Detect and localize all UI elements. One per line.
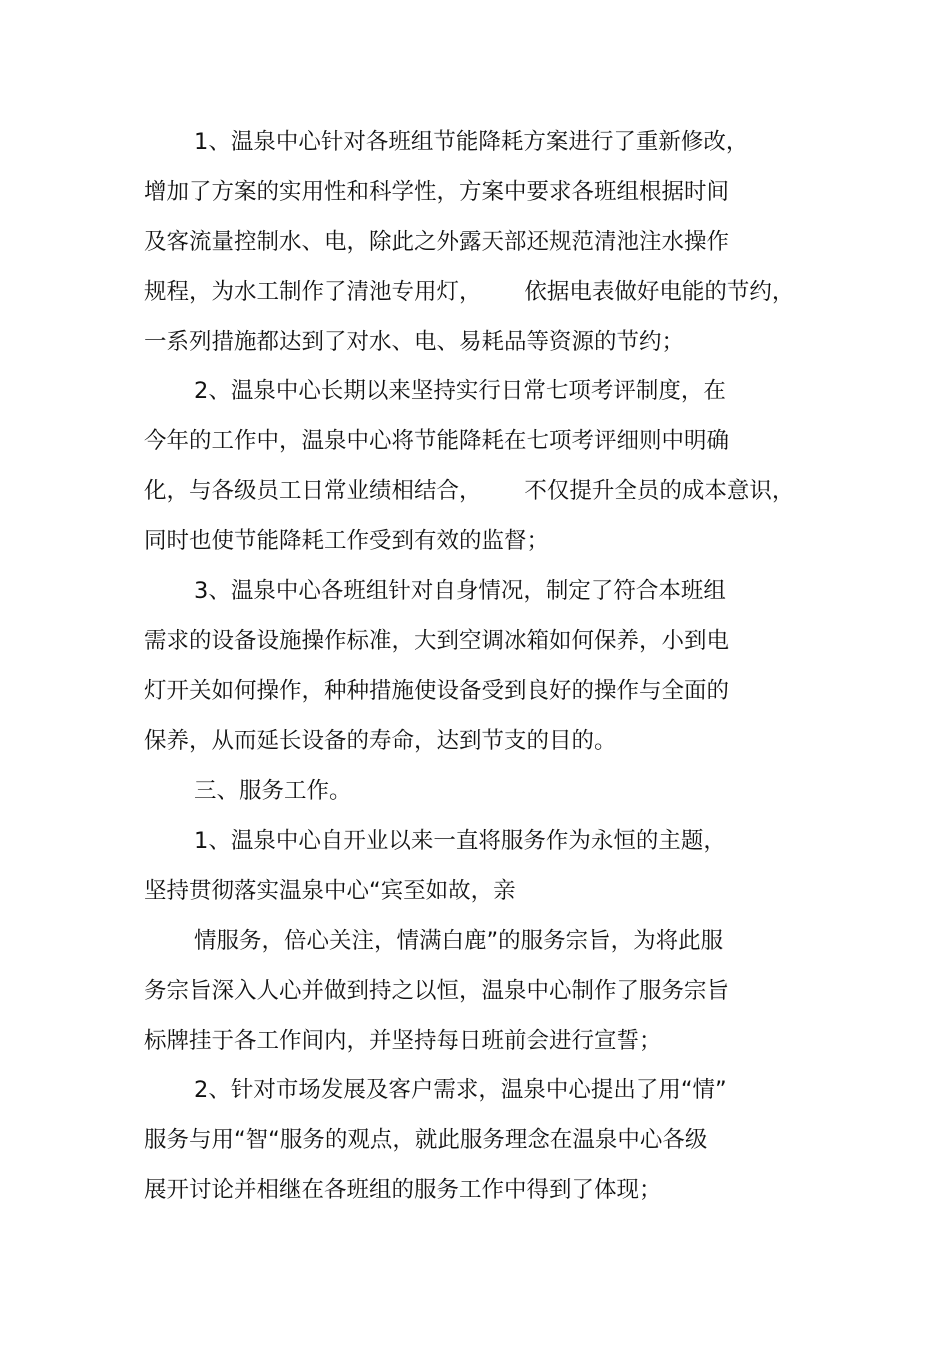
paragraph-item-2-line-1: 2、温泉中心长期以来坚持实行日常七项考评制度，在 — [194, 378, 726, 404]
paragraph-item-1-line-2: 增加了方案的实用性和科学性，方案中要求各班组根据时间 — [144, 179, 730, 205]
paragraph-item-3-line-4: 保养，从而延长设备的寿命，达到节支的目的。 — [144, 728, 617, 754]
paragraph-item-1-line-1: 1、温泉中心针对各班组节能降耗方案进行了重新修改， — [194, 129, 749, 155]
section-heading-service: 三、服务工作。 — [194, 778, 352, 804]
service-item-1-line-4: 务宗旨深入人心并做到持之以恒，温泉中心制作了服务宗旨 — [144, 978, 730, 1004]
service-item-1-line-1: 1、温泉中心自开业以来一直将服务作为永恒的主题， — [194, 828, 726, 854]
paragraph-item-1-line-3: 及客流量控制水、电，除此之外露天部还规范清池注水操作 — [144, 229, 730, 255]
paragraph-item-3-line-3: 灯开关如何操作，种种措施使设备受到良好的操作与全面的 — [144, 678, 730, 704]
paragraph-item-1-line-4: 规程，为水工制作了清池专用灯， 依据电表做好电能的节约， — [144, 279, 795, 305]
paragraph-item-2-line-4: 同时也使节能降耗工作受到有效的监督； — [144, 528, 550, 554]
paragraph-item-3-line-2: 需求的设备设施操作标准，大到空调冰箱如何保养，小到电 — [144, 628, 730, 654]
paragraph-item-1-line-5: 一系列措施都达到了对水、电、易耗品等资源的节约； — [144, 329, 685, 355]
service-item-2-line-1: 2、针对市场发展及客户需求，温泉中心提出了用“情” — [194, 1077, 727, 1103]
paragraph-item-2-line-3: 化，与各级员工日常业绩相结合， 不仅提升全员的成本意识， — [144, 478, 795, 504]
service-item-1-line-2: 坚持贯彻落实温泉中心“宾至如故，亲 — [144, 878, 516, 904]
service-item-1-line-3: 情服务，倍心关注，情满白鹿”的服务宗旨，为将此服 — [194, 928, 724, 954]
paragraph-item-3-line-1: 3、温泉中心各班组针对自身情况，制定了符合本班组 — [194, 578, 726, 604]
service-item-1-line-5: 标牌挂于各工作间内，并坚持每日班前会进行宣誓； — [144, 1028, 662, 1054]
service-item-2-line-2: 服务与用“智“服务的观点，就此服务理念在温泉中心各级 — [144, 1127, 708, 1153]
service-item-2-line-3: 展开讨论并相继在各班组的服务工作中得到了体现； — [144, 1177, 662, 1203]
paragraph-item-2-line-2: 今年的工作中，温泉中心将节能降耗在七项考评细则中明确 — [144, 428, 730, 454]
